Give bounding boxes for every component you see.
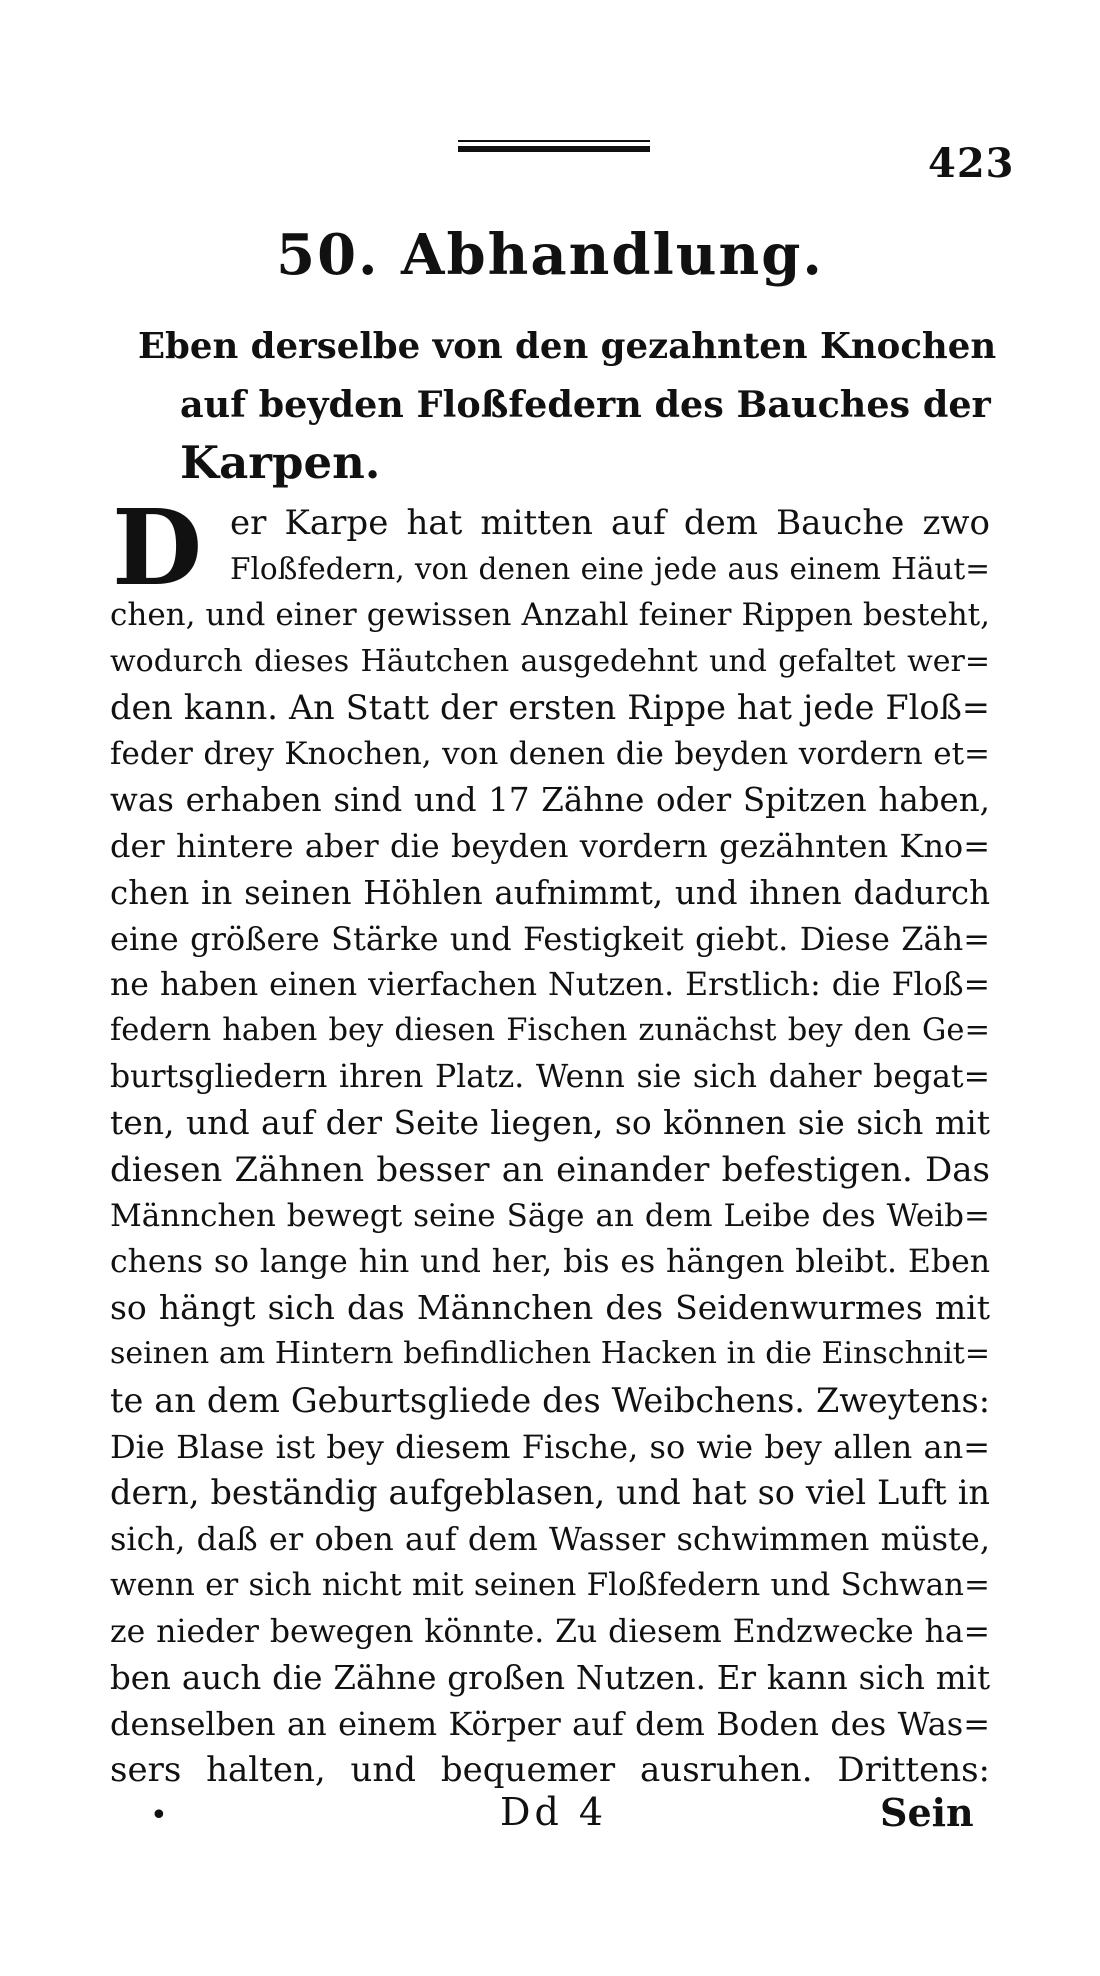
- header-rule: [458, 146, 650, 152]
- text-line: Die Blase ist bey diesem Fische, so wie bey allen an=: [110, 1427, 990, 1466]
- text-line: chen in seinen Höhlen aufnimmt, und ihnen dadurch: [110, 873, 990, 912]
- subtitle-line: auf beyden Floßfedern des Bauches der: [180, 383, 991, 426]
- text-line: so hängt sich das Männchen des Seidenwurmes mit: [110, 1288, 990, 1328]
- drop-cap-initial: D: [112, 486, 203, 609]
- text-line: sich, daß er oben auf dem Wasser schwimmen müste,: [110, 1520, 990, 1559]
- text-line: chens so lange hin und her, bis es hängen bleibt. Eben: [110, 1244, 990, 1280]
- text-line: seinen am Hintern befindlichen Hacken in die Einschnit=: [110, 1336, 990, 1372]
- catchword: Sein: [880, 1790, 974, 1835]
- text-line: diesen Zähnen besser an einander befestigen. Das: [110, 1149, 990, 1190]
- text-line: eine größere Stärke und Festigkeit giebt. Diese Zäh=: [110, 919, 990, 958]
- chapter-subtitle: [138, 318, 998, 492]
- body-text: [110, 500, 990, 1793]
- text-line: wenn er sich nicht mit seinen Floßfedern und Schwan=: [110, 1567, 990, 1604]
- text-line: wodurch dieses Häutchen ausgedehnt und gefaltet wer=: [110, 643, 990, 679]
- text-line: sers halten, und bequemer ausruhen. Drittens:: [110, 1750, 990, 1791]
- signature-mark: Dd 4: [500, 1790, 608, 1834]
- text-line: ne haben einen vierfachen Nutzen. Erstlich: die Floß=: [110, 966, 990, 1003]
- page-number: 423: [928, 140, 1015, 187]
- chapter-heading: 50. Abhandlung.: [276, 222, 824, 288]
- page-footer: [0, 1790, 1100, 1850]
- text-line: er Karpe hat mitten auf dem Bauche zwo: [230, 503, 990, 543]
- text-line: Männchen bewegt seine Säge an dem Leibe des Weib=: [110, 1197, 990, 1234]
- subtitle-line: Karpen.: [180, 436, 381, 489]
- subtitle-line: Eben derselbe von den gezahnten Knochen: [138, 326, 997, 367]
- text-line: ze nieder bewegen könnte. Zu diesem Endzwecke ha=: [110, 1613, 990, 1650]
- text-line: denselben an einem Körper auf dem Boden des Was=: [110, 1704, 990, 1743]
- text-line: burtsgliedern ihren Platz. Wenn sie sich daher begat=: [110, 1059, 990, 1096]
- text-line: te an dem Geburtsgliede des Weibchens. Zweytens:: [110, 1380, 990, 1420]
- text-line: den kann. An Statt der ersten Rippe hat jede Floß=: [110, 687, 990, 727]
- text-line: der hintere aber die beyden vordern gezähnten Kno=: [110, 827, 990, 866]
- text-line: feder drey Knochen, von denen die beyden vordern et=: [110, 735, 990, 772]
- text-line: Floßfedern, von denen eine jede aus einem Häut=: [230, 552, 990, 587]
- text-line: ten, und auf der Seite liegen, so können sie sich mit: [110, 1103, 990, 1143]
- text-line: ben auch die Zähne großen Nutzen. Er kann sich mit: [110, 1658, 990, 1697]
- text-line: chen, und einer gewissen Anzahl feiner Rippen besteht,: [110, 597, 990, 634]
- header-rule-thin: [458, 140, 650, 142]
- text-line: dern, beständig aufgeblasen, und hat so viel Luft in: [110, 1472, 990, 1512]
- text-line: was erhaben sind und 17 Zähne oder Spitzen haben,: [110, 781, 990, 820]
- footer-mark: •: [150, 1798, 168, 1833]
- text-line: federn haben bey diesen Fischen zunächst bey den Ge=: [110, 1013, 990, 1049]
